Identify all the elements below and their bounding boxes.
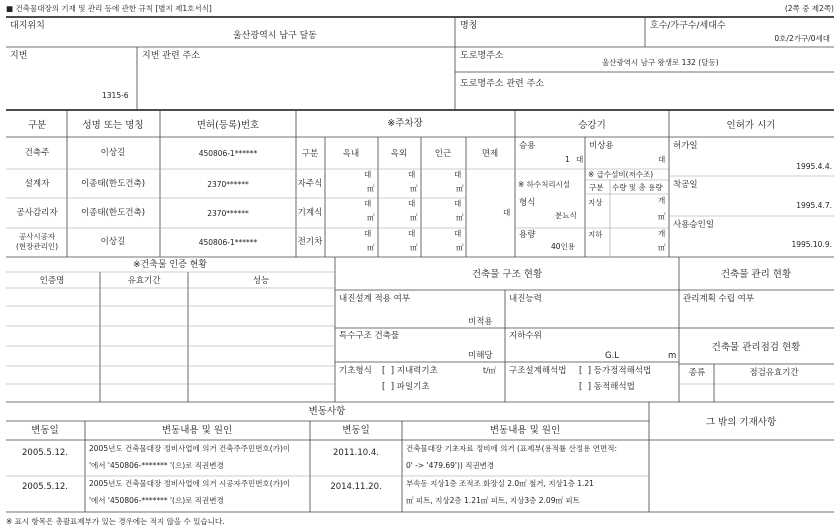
person-name: 이상길 <box>100 148 126 158</box>
change-content: 부속동 지상1층 조적조 화장실 2.0㎡ 철거, 지상1층 1.21 <box>406 479 594 488</box>
change-date: 2014.11.20. <box>330 482 382 492</box>
parking-header-exempt: 면제 <box>481 149 499 159</box>
road-address-value: 울산광역시 남구 왕생로 132 (달동) <box>602 58 719 67</box>
parking-row-mechanical: 기계식 <box>297 208 323 218</box>
groundwater-gl-label: G.L <box>605 351 620 361</box>
parking-unit: ㎡ <box>367 213 375 222</box>
person-role-sub: (현장관리인) <box>15 242 59 251</box>
equivalent-static-label: 등가정적해석법 <box>593 366 652 376</box>
certification-header-name: 인증명 <box>39 276 65 286</box>
parking-header-indoor: 옥내 <box>342 149 360 159</box>
person-license: 450806-1****** <box>198 238 258 247</box>
certification-header-performance: 성능 <box>252 276 270 286</box>
other-notes-title: 그 밖의 기재사항 <box>705 417 777 428</box>
changes-title: 변동사항 <box>308 406 346 417</box>
sewage-capacity-label: 용량 <box>519 230 536 240</box>
lot-address-label: 지번 관련 주소 <box>142 51 200 61</box>
person-license: 2370****** <box>207 209 249 218</box>
person-role: 건축주 <box>24 148 50 158</box>
page-indicator: (2쪽 중 제2쪽) <box>784 4 834 13</box>
management-plan-label: 관리계획 수립 여부 <box>683 294 755 304</box>
water-supply-capacity: 수량 및 총 용량 <box>612 183 663 192</box>
seismic-design-label: 내진설계 적용 여부 <box>339 294 411 304</box>
changes-header-date: 변동일 <box>342 425 370 436</box>
parking-unit: ㎡ <box>367 243 375 252</box>
site-location-label: 대지위치 <box>10 21 45 31</box>
site-location-value: 울산광역시 남구 달동 <box>233 31 317 41</box>
units-label: 호수/가구수/세대수 <box>650 21 726 31</box>
lot-number-value: 1315-6 <box>102 91 129 100</box>
certification-title: ※건축물 인증 현황 <box>132 260 208 270</box>
water-above-label: 지상 <box>588 198 603 207</box>
water-supply-label: ※ 급수설비(저수조) <box>588 170 654 179</box>
parking-exempt-unit: 대 <box>503 208 511 217</box>
parking-header-outdoor: 옥외 <box>390 149 408 159</box>
units-value: 0호/2가구/0세대 <box>774 34 830 43</box>
parking-unit: 대 <box>408 229 416 238</box>
structure-title: 건축물 구조 현황 <box>471 269 543 280</box>
change-date: 2011.10.4. <box>333 448 379 458</box>
parking-header-nearby: 인근 <box>434 149 452 159</box>
inspection-title: 건축물 관리점검 현황 <box>711 342 801 353</box>
structural-analysis-label: 구조설계해석법 <box>509 366 567 376</box>
water-above-unit: 개 <box>658 196 666 205</box>
form-title: ■ 건축물대장의 기재 및 관리 등에 관한 규칙 [별지 제1호서식] <box>6 4 212 13</box>
parking-title: ※주차장 <box>387 118 423 129</box>
sewage-type-value: 분뇨식 <box>555 211 577 220</box>
person-role: 공사시공자 <box>18 232 56 241</box>
parking-unit: 대 <box>364 170 372 179</box>
change-content: '에서 '450806-******* '(으)로 직권변경 <box>89 496 224 505</box>
groundwater-unit: m <box>668 351 677 361</box>
use-approval-value: 1995.10.9. <box>791 240 832 249</box>
parking-unit: ㎡ <box>456 184 464 193</box>
parking-unit: ㎡ <box>367 184 375 193</box>
sewage-type-label: 형식 <box>519 198 536 208</box>
use-approval-label: 사용승인일 <box>673 220 715 230</box>
foundation-type-label: 기초형식 <box>339 366 372 376</box>
person-license: 2370****** <box>207 180 249 189</box>
permits-title: 인허가 시기 <box>726 120 776 131</box>
pile-foundation-label: 파일기초 <box>396 382 430 392</box>
seismic-ability-label: 내진능력 <box>509 294 542 304</box>
water-below-unit: 개 <box>658 229 666 238</box>
elevator-title: 승강기 <box>578 120 606 131</box>
pile-foundation-option[interactable]: [ ] 파일기초 <box>382 382 430 392</box>
lot-number-label: 지번 <box>10 51 28 61</box>
change-content: ㎡ 피트, 지상2층 1.21㎡ 피트, 지상3층 2.09㎡ 피트 <box>406 496 580 505</box>
persons-header-name: 성명 또는 명칭 <box>82 120 144 131</box>
parking-unit: ㎡ <box>410 243 418 252</box>
change-date: 2005.5.12. <box>22 448 68 458</box>
changes-header-content: 변동내용 및 원인 <box>161 425 233 436</box>
special-structure-value: 미해당 <box>468 351 493 361</box>
person-role: 공사감리자 <box>16 208 58 218</box>
seismic-design-value: 비적용 <box>468 317 493 327</box>
elevator-passenger-value: 1 <box>565 155 570 164</box>
certification-header-validity: 유효기간 <box>127 276 161 286</box>
parking-unit: 대 <box>364 199 372 208</box>
parking-unit: 대 <box>364 229 372 238</box>
management-title: 건축물 관리 현황 <box>720 269 792 280</box>
change-content: '에서 '450806-******* '(으)로 직권변경 <box>89 461 224 470</box>
change-date: 2005.5.12. <box>22 482 68 492</box>
persons-header-license: 면허(등록)번호 <box>196 120 260 131</box>
change-content: 2005년도 건축물대장 정비사업에 의거 건축주주민번호(가)이 <box>89 444 291 453</box>
construction-start-value: 1995.4.7. <box>796 201 832 210</box>
parking-unit: 대 <box>408 199 416 208</box>
parking-row-self: 자주식 <box>297 179 323 189</box>
parking-header-kind: 구분 <box>301 149 319 159</box>
parking-unit: ㎡ <box>456 243 464 252</box>
persons-header-role: 구분 <box>27 120 47 131</box>
person-name: 이종태(한도건축) <box>80 179 146 189</box>
person-role: 설계자 <box>24 179 50 189</box>
parking-unit: ㎡ <box>410 213 418 222</box>
road-related-address-label: 도로명주소 관련 주소 <box>460 79 544 89</box>
change-content: 2005년도 건축물대장 정비사업에 의거 시공자주민번호(가)이 <box>89 479 291 488</box>
building-name-label: 명칭 <box>460 21 478 31</box>
parking-unit: 대 <box>408 170 416 179</box>
equivalent-static-option[interactable]: [ ] 등가정적해석법 <box>579 366 652 376</box>
person-name: 이종태(한도건축) <box>80 208 146 218</box>
direct-foundation-option[interactable]: [ ] 지내력기초 <box>382 366 438 376</box>
parking-unit: 대 <box>454 229 462 238</box>
change-content: 0' -> '479.69')) 직권변경 <box>406 461 495 470</box>
sewage-facility-label: ※ 하수처리시설 <box>518 180 571 189</box>
permit-date-value: 1995.4.4. <box>796 162 832 171</box>
parking-unit: ㎡ <box>410 184 418 193</box>
parking-unit: 대 <box>454 199 462 208</box>
inspection-header-validity: 점검유효기간 <box>749 368 799 378</box>
change-content: 건축물대장 기초자료 정비에 의거 (표제부(용적률 산정용 연면적: <box>406 444 618 453</box>
permit-date-label: 허가일 <box>673 141 698 151</box>
special-structure-label: 특수구조 건축물 <box>339 331 400 341</box>
sewage-capacity-value: 40인용 <box>551 242 576 251</box>
water-above-area: ㎡ <box>658 212 666 221</box>
water-supply-kind: 구분 <box>589 183 604 192</box>
parking-unit: ㎡ <box>456 213 464 222</box>
water-below-area: ㎡ <box>658 243 666 252</box>
inspection-header-kind: 종류 <box>688 368 706 378</box>
road-address-label: 도로명주소 <box>460 51 504 61</box>
person-name: 이상길 <box>100 237 126 247</box>
construction-start-label: 착공일 <box>673 180 698 190</box>
dynamic-analysis-option[interactable]: [ ] 동적해석법 <box>579 382 635 392</box>
elevator-emergency-label: 비상용 <box>589 141 614 151</box>
person-license: 450806-1****** <box>198 149 258 158</box>
direct-foundation-label: 지내력기초 <box>396 366 438 376</box>
changes-header-content: 변동내용 및 원인 <box>489 425 561 436</box>
elevator-passenger-unit: 대 <box>576 155 584 164</box>
elevator-passenger-label: 승용 <box>519 141 536 151</box>
footnote: ※ 표시 항목은 총괄표제부가 있는 경우에는 적지 않을 수 있습니다. <box>6 517 225 526</box>
water-below-label: 지하 <box>588 230 603 239</box>
elevator-emergency-unit: 대 <box>658 155 666 164</box>
parking-row-ev: 전기차 <box>297 237 323 247</box>
changes-header-date: 변동일 <box>31 425 59 436</box>
dynamic-analysis-label: 동적해석법 <box>593 382 635 392</box>
bearing-unit: t/㎡ <box>483 366 496 375</box>
parking-unit: 대 <box>454 170 462 179</box>
groundwater-level-label: 지하수위 <box>509 331 542 341</box>
